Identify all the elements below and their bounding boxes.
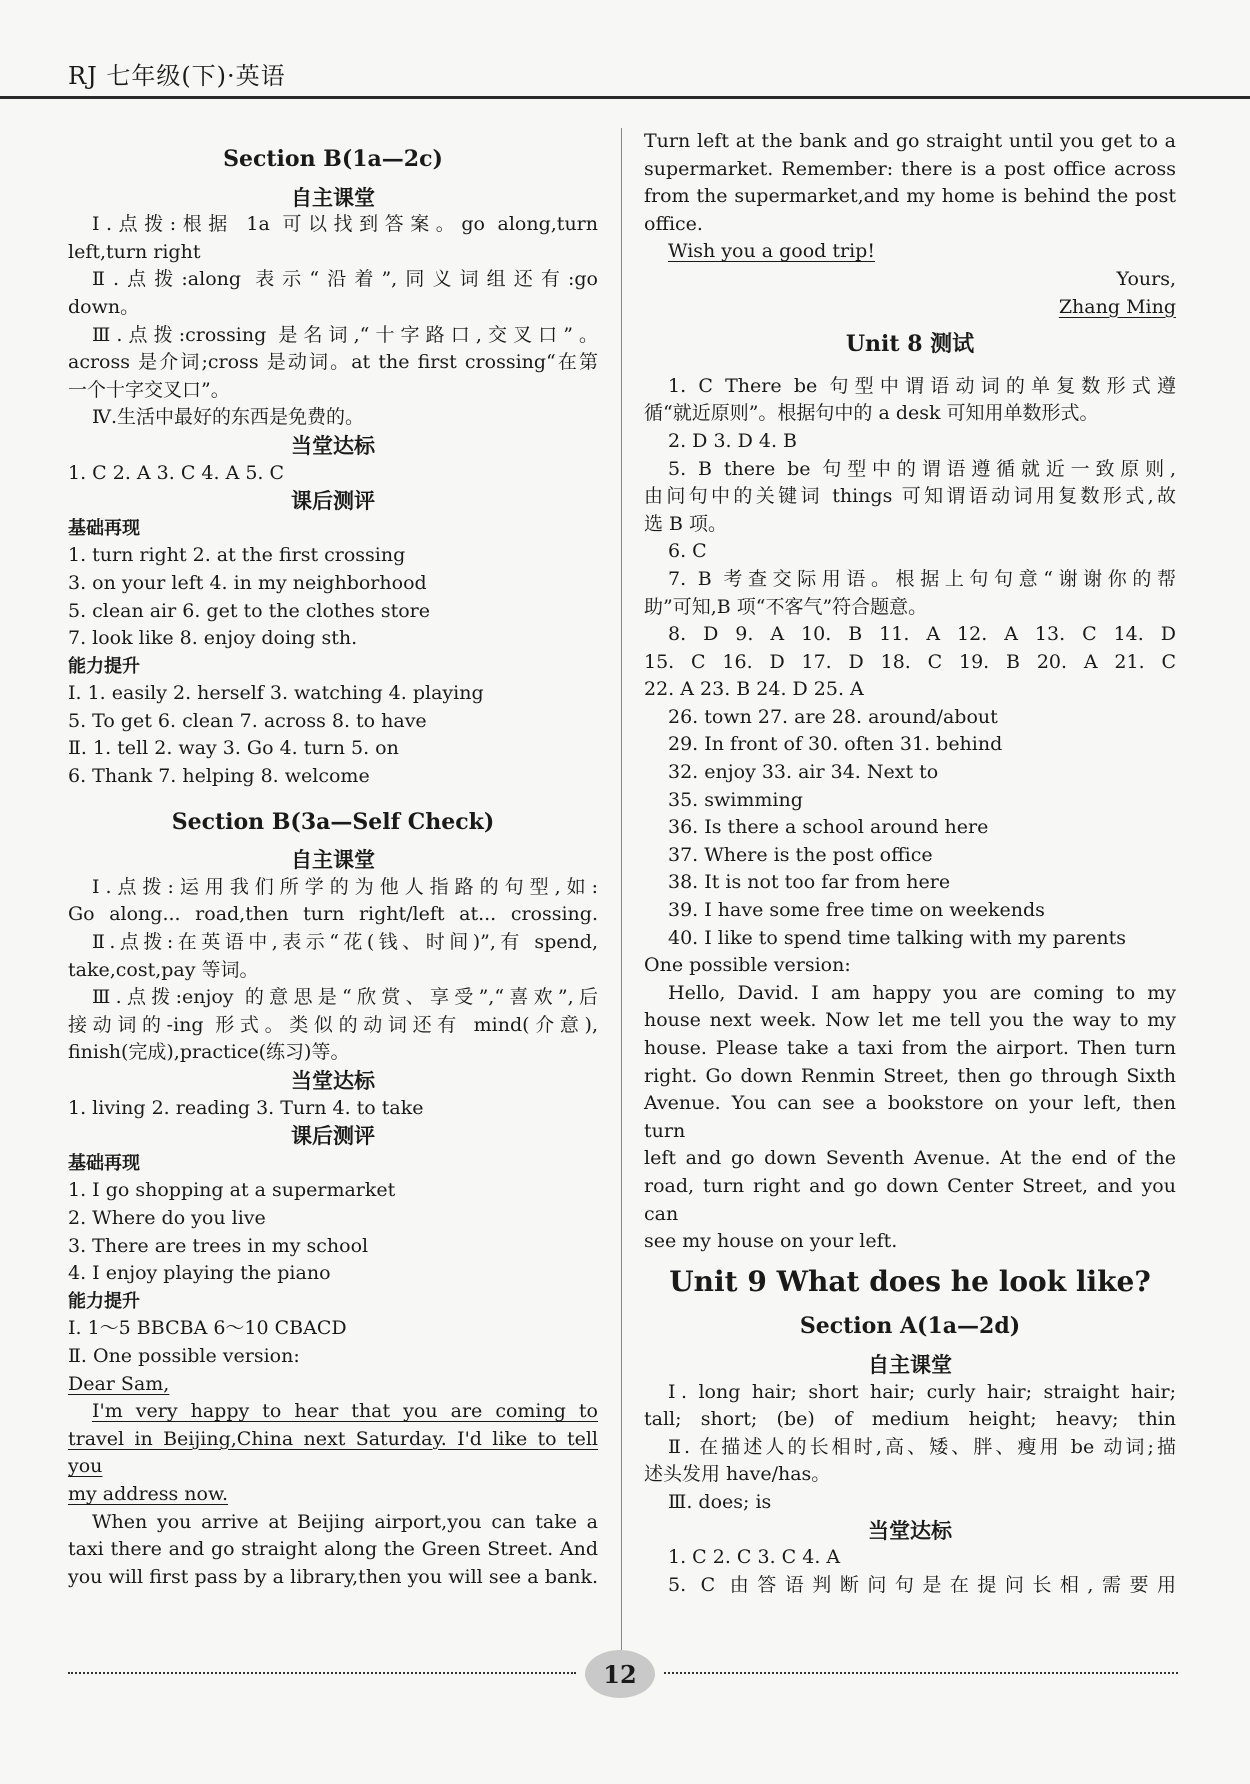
answer-line: Ⅰ. 1. easily 2. herself 3. watching 4. playing [68,682,484,705]
answer-line: One possible version: [644,954,851,977]
letter-line: from the supermarket,and my home is behind the post [644,185,1176,208]
answer-line: 1. C 2. A 3. C 4. A 5. C [68,461,285,484]
subheading-zizhu: 自主课堂 [291,847,375,873]
answer-line: 37. Where is the post office [668,843,933,866]
unit8-title: Unit 8 测试 [845,331,975,358]
text-line: across 是介词;cross 是动词。at the first crossing“在第 [68,351,598,374]
text-line: finish(完成),practice(练习)等。 [68,1041,350,1064]
text-line: left,turn right [68,240,201,263]
text-line: take,cost,pay 等词。 [68,958,259,981]
answer-line: 选 B 项。 [644,512,728,535]
letter-closing: Wish you a good trip! [668,240,875,263]
label-nengli: 能力提升 [68,655,140,677]
answer-line: Ⅱ. 1. tell 2. way 3. Go 4. turn 5. on [68,737,399,760]
section-title: Section B(3a—Self Check) [171,808,495,835]
subheading-dangtang: 当堂达标 [291,1068,375,1093]
essay-line: left and go down Seventh Avenue. At the end of the [644,1147,1176,1170]
letter-line: office. [644,212,703,235]
answer-line: 38. It is not too far from here [668,871,951,894]
text-line: Ⅲ.点拨:crossing 是名词,“十字路口,交叉口”。 [92,323,598,346]
letter-line: you will first pass by a library,then you will see a bank. [68,1565,598,1588]
answer-line: 8. D 9. A 10. B 11. A 12. A 13. C 14. D [668,623,1176,646]
section-title: Section A(1a—2d) [799,1313,1021,1340]
text-line: Ⅱ.点拨:在英语中,表示“花(钱、时间)”,有 spend, [92,931,598,954]
subheading-dangtang: 当堂达标 [291,432,375,458]
essay-line: Hello, David. I am happy you are coming to my [668,981,1176,1004]
label-jichu: 基础再现 [68,517,140,539]
answer-line: 26. town 27. are 28. around/about [668,705,998,728]
answer-line: 7. look like 8. enjoy doing sth. [68,627,358,650]
answer-line: 5. clean air 6. get to the clothes store [68,599,430,622]
subheading-kehou: 课后测评 [291,488,375,514]
answer-line: 32. enjoy 33. air 34. Next to [668,761,939,784]
section-title: Section B(1a—2c) [223,146,443,172]
answer-line: Ⅰ. 1～5 BBCBA 6～10 CBACD [68,1317,347,1340]
answer-line: 1. C There be 句型中谓语动词的单复数形式遵 [668,374,1176,397]
answer-line: 1. living 2. reading 3. Turn 4. to take [68,1096,424,1119]
letter-line: I'm very happy to hear that you are coming to [92,1400,598,1423]
subheading-dangtang: 当堂达标 [868,1517,952,1543]
essay-line: house next week. Now let me tell you the way to my [644,1009,1176,1032]
essay-line: Avenue. You can see a bookstore on your left, then turn [644,1092,1176,1142]
label-nengli: 能力提升 [68,1290,140,1312]
essay-line: right. Go down Renmin Street, then go through Sixth [644,1064,1176,1087]
text-line: Ⅲ. does; is [668,1490,772,1513]
text-line: Ⅱ.点拨:along 表示“沿着”,同义词组还有:go [92,268,598,291]
answer-line: 5. B there be 句型中的谓语遵循就近一致原则, [668,457,1176,480]
answer-line: 40. I like to spend time talking with my parents [668,926,1127,949]
column-divider [621,128,622,1656]
essay-line: house. Please take a taxi from the airport. Then turn [644,1037,1176,1059]
letter-line: When you arrive at Beijing airport,you can take a [92,1510,598,1533]
answer-line: 循“就近原则”。根据句中的 a desk 可知用单数形式。 [644,402,1099,425]
letter-line: Turn left at the bank and go straight until you get to a [644,130,1176,152]
text-line: Ⅰ.点拨:根据 1a 可以找到答案。go along,turn [92,213,598,236]
answer-line: 7. B 考查交际用语。根据上句句意“谢谢你的帮 [668,567,1176,590]
answer-line: 3. There are trees in my school [68,1234,369,1257]
letter-line: taxi there and go straight along the Green Street. And [68,1538,598,1561]
text-line: Ⅱ. 在描述人的长相时,高、矮、胖、瘦用 be 动词;描 [668,1435,1176,1458]
answer-line: 39. I have some free time on weekends [668,899,1045,922]
answer-line: 29. In front of 30. often 31. behind [668,733,1003,756]
essay-line: see my house on your left. [644,1230,898,1253]
letter-line: travel in Beijing,China next Saturday. I'd like to tell you [68,1427,598,1478]
essay-line: road, turn right and go down Center Street, and you can [644,1174,1176,1225]
text-line: tall; short; (be) of medium height; heavy; thin [644,1408,1176,1431]
answer-line: 5. C 由答语判断问句是在提问长相,需要用 [668,1573,1176,1596]
text-line: 述头发用 have/has。 [644,1463,831,1486]
answer-line: 1. turn right 2. at the first crossing [68,544,406,567]
answer-line: 6. Thank 7. helping 8. welcome [68,765,370,788]
answer-line: 1. C 2. C 3. C 4. A [668,1546,841,1569]
header-rule [0,96,1250,99]
text-line: Ⅳ.生活中最好的东西是免费的。 [92,406,365,429]
page-header: RJ 七年级(下)·英语 [68,62,286,90]
letter-line: my address now. [68,1482,229,1505]
letter-yours: Yours, [1116,267,1176,290]
left-column [68,128,598,1591]
text-line: Ⅰ. long hair; short hair; curly hair; straight hair; [668,1380,1176,1403]
footer-rule-right [664,1672,1178,1674]
letter-greeting: Dear Sam, [68,1372,170,1395]
text-line: Ⅲ.点拨:enjoy 的意思是“欣赏、享受”,“喜欢”,后 [92,986,598,1009]
subheading-zizhu: 自主课堂 [291,184,375,210]
text-line: 接动词的-ing 形式。类似的动词还有 mind(介意), [68,1013,598,1036]
answer-line: 6. C [668,540,707,563]
text-line: down。 [68,295,140,318]
answer-line: 2. D 3. D 4. B [668,429,798,452]
answer-line: 5. To get 6. clean 7. across 8. to have [68,709,427,732]
footer-rule-left [68,1672,576,1674]
answer-line: 由问句中的关键词 things 可知谓语动词用复数形式,故 [644,485,1176,508]
answer-line: 1. I go shopping at a supermarket [68,1179,396,1202]
answer-line: 4. I enjoy playing the piano [68,1262,331,1285]
label-jichu: 基础再现 [68,1152,140,1174]
answer-line: 36. Is there a school around here [668,816,989,839]
answer-line: Ⅱ. One possible version: [68,1344,300,1367]
answer-line: 22. A 23. B 24. D 25. A [644,678,864,701]
right-column [644,128,1176,1599]
text-line: Ⅰ.点拨:运用我们所学的为他人指路的句型,如: [92,875,598,898]
letter-signature: Zhang Ming [1058,295,1176,318]
page-number: 12 [585,1650,655,1698]
letter-line: supermarket. Remember: there is a post office across [644,157,1176,180]
subheading-kehou: 课后测评 [291,1123,375,1149]
text-line: 一个十字交叉口”。 [68,378,230,401]
answer-line: 2. Where do you live [68,1206,266,1229]
answer-line: 35. swimming [668,788,803,811]
unit9-title: Unit 9 What does he look like? [669,1264,1151,1298]
subheading-zizhu: 自主课堂 [868,1351,952,1377]
answer-line: 3. on your left 4. in my neighborhood [68,571,427,594]
answer-line: 15. C 16. D 17. D 18. C 19. B 20. A 21. C [644,650,1176,673]
answer-line: 助”可知,B 项“不客气”符合题意。 [644,595,928,618]
text-line: Go along... road,then turn right/left at... crossing. [68,903,598,926]
